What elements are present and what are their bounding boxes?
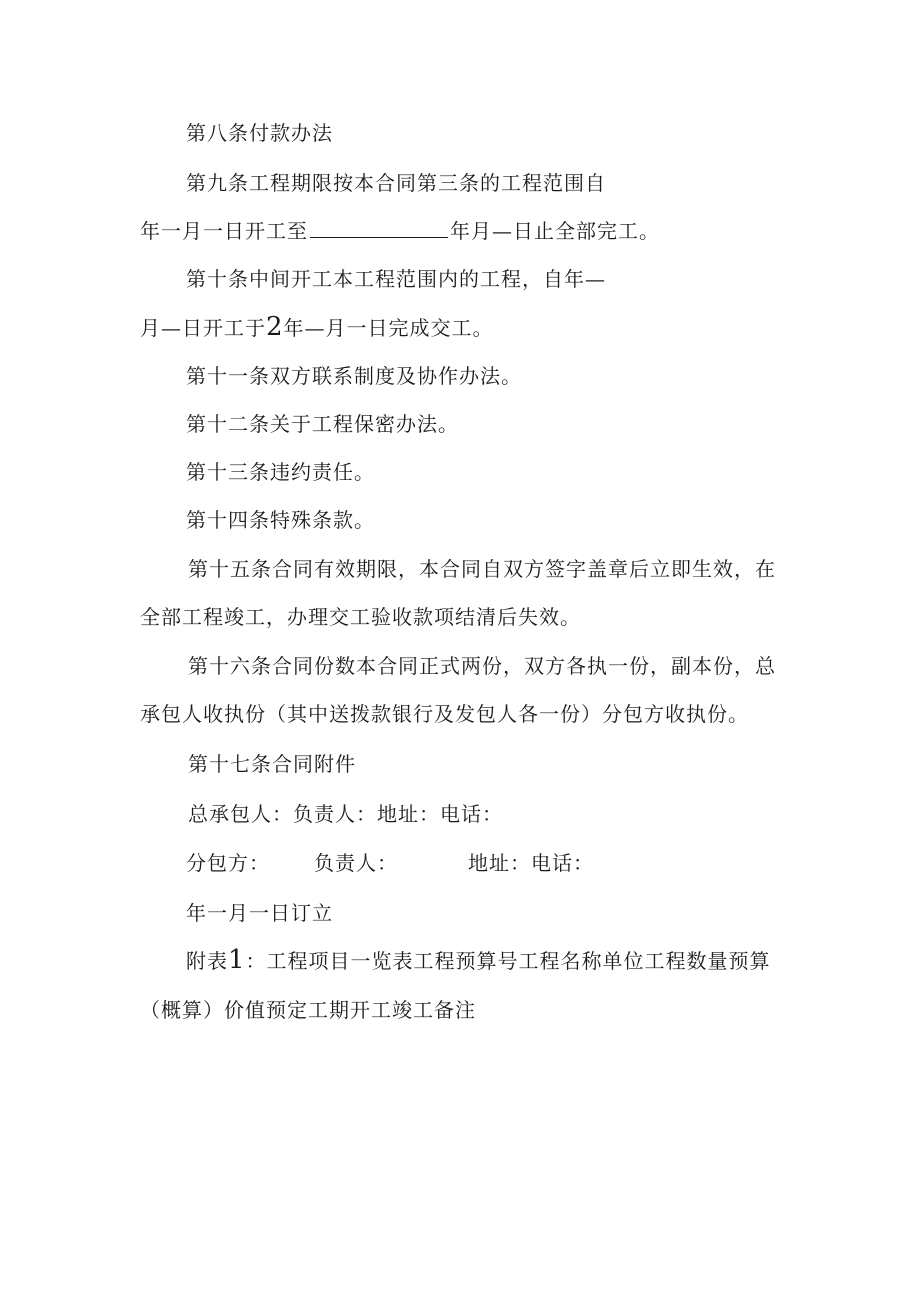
subcontractor-label: 分包方： [186,851,270,875]
article-10 [186,265,606,293]
contractor-signature-line [188,800,503,828]
appendix-text: ：工程项目一览表工程预算号工程名称单位工程数量预算 [245,949,771,973]
article-16-text: 第十六条合同份数本合同正式两份，双方各执一份，副本份，总 [188,654,776,678]
article-15-text: 第十五条合同有效期限，本合同自双方签字盖章后立即生效，在 [188,557,776,581]
article-15-continued [140,603,581,631]
article-15-text-cont: 全部工程竣工，办理交工验收款项结清后失效。 [140,605,581,629]
article-9-continued [140,217,660,245]
article-9-end-date: 年月—日止全部完工。 [450,219,660,243]
article-8-text: 第八条付款办法 [186,121,333,145]
article-15 [188,555,776,583]
article-10-continued [140,313,494,342]
article-10-text: 第十条中间开工本工程范围内的工程，自年— [186,267,606,291]
article-13 [186,458,375,486]
article-9-text: 第九条工程期限按本合同第三条的工程范围自 [186,171,606,195]
article-9-start-date: 年一月一日开工至 [140,219,308,243]
article-9 [186,169,606,197]
article-8 [186,119,333,147]
article-11 [186,362,522,390]
article-14-text: 第十四条特殊条款。 [186,508,375,532]
blank-underline [310,219,448,238]
signing-date-text: 年一月一日订立 [186,901,333,925]
article-17 [188,750,356,778]
article-10-end: 年—月一日完成交工。 [283,316,494,340]
appendix-1-continued [140,996,476,1024]
article-13-text: 第十三条违约责任。 [186,460,375,484]
article-16-continued [140,700,749,728]
contractor-fields: 总承包人：负责人：地址：电话： [188,802,503,826]
appendix-number: 1 [228,945,246,975]
article-12-text: 第十二条关于工程保密办法。 [186,412,459,436]
article-10-start: 月—日开工于 [140,316,266,340]
article-11-text: 第十一条双方联系制度及协作办法。 [186,364,522,388]
subcontractor-responsible: 负责人： [314,851,398,875]
signing-date [186,899,333,927]
subcontractor-address-phone: 地址：电话： [468,851,594,875]
article-17-text: 第十七条合同附件 [188,752,356,776]
appendix-text-cont: （概算）价值预定工期开工竣工备注 [140,998,476,1022]
subcontractor-signature-line [186,849,594,877]
article-16 [188,652,776,680]
appendix-label: 附表 [186,949,228,973]
article-12 [186,410,459,438]
article-14 [186,506,375,534]
article-16-text-cont: 承包人收执份（其中送拨款银行及发包人各一份）分包方收执份。 [140,702,749,726]
article-10-number: 2 [266,312,284,342]
appendix-1 [186,946,771,975]
